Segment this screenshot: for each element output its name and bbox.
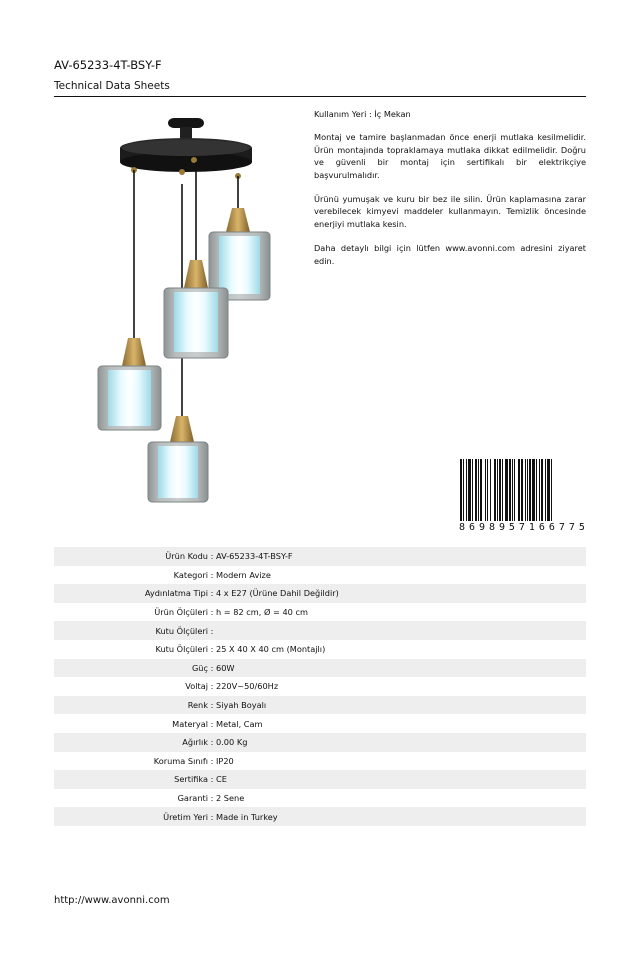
barcode-bar bbox=[466, 459, 467, 521]
barcode-bar bbox=[460, 459, 462, 521]
barcode-bar bbox=[547, 459, 550, 521]
barcode-digit: 8 bbox=[488, 522, 495, 533]
spec-row bbox=[54, 603, 586, 622]
barcode-digit: 6 bbox=[538, 522, 545, 533]
barcode-bar bbox=[551, 459, 552, 521]
spec-value: Metal, Cam bbox=[216, 718, 263, 729]
product-code-title: AV-65233-4T-BSY-F bbox=[54, 58, 162, 72]
barcode-bar bbox=[485, 459, 486, 521]
spec-separator: : bbox=[210, 662, 214, 673]
usage-location: Kullanım Yeri : İç Mekan bbox=[314, 109, 411, 119]
spec-separator: : bbox=[210, 737, 214, 748]
spec-row bbox=[54, 659, 586, 678]
barcode-bar bbox=[512, 459, 513, 521]
spec-row bbox=[54, 807, 586, 826]
spec-row bbox=[54, 789, 586, 808]
barcode-digit: 1 bbox=[528, 522, 535, 533]
spec-value: CE bbox=[216, 774, 227, 785]
barcode-bar bbox=[497, 459, 498, 521]
spec-row bbox=[54, 696, 586, 715]
spec-separator: : bbox=[210, 755, 214, 766]
barcode-bar bbox=[529, 459, 531, 521]
barcode-digit: 7 bbox=[568, 522, 575, 533]
barcode-bar bbox=[525, 459, 526, 521]
spec-label: Ürün Ölçüleri bbox=[154, 607, 208, 618]
barcode-digit: 7 bbox=[518, 522, 525, 533]
ceiling-canopy bbox=[120, 118, 252, 179]
spec-separator: : bbox=[210, 700, 214, 711]
spec-value: IP20 bbox=[216, 755, 234, 766]
spec-value: 2 Sene bbox=[216, 793, 245, 804]
cleaning-paragraph: Ürünü yumuşak ve kuru bir bez ile silin. Ürün kaplamasına zarar verebilecek kimyevi maddeler kullanmayın. Temizlik öncesinde enerjiyi mutlaka kesin. bbox=[314, 194, 586, 229]
pendant-lamp bbox=[209, 208, 270, 300]
spec-value: AV-65233-4T-BSY-F bbox=[216, 551, 293, 562]
spec-label: Koruma Sınıfı bbox=[153, 755, 208, 766]
spec-label: Kategori bbox=[173, 569, 208, 580]
barcode-bar bbox=[521, 459, 523, 521]
barcode-digits bbox=[459, 522, 585, 534]
spec-label: Kutu Ölçüleri bbox=[155, 625, 208, 636]
document-header bbox=[54, 58, 586, 93]
website-paragraph: Daha detaylı bilgi için lütfen www.avonni.com adresini ziyaret edin. bbox=[314, 243, 586, 266]
barcode-digit: 8 bbox=[459, 522, 466, 533]
barcode-bar bbox=[463, 459, 464, 521]
spec-label: Ağırlık bbox=[182, 737, 208, 748]
barcode-bar bbox=[475, 459, 477, 521]
barcode-bar bbox=[545, 459, 546, 521]
barcode-bar bbox=[509, 459, 511, 521]
spec-value: 220V~50/60Hz bbox=[216, 681, 279, 692]
spec-value: Siyah Boyalı bbox=[216, 700, 267, 711]
spec-row bbox=[54, 621, 586, 640]
barcode-bar bbox=[518, 459, 520, 521]
spec-label: Aydınlatma Tipi bbox=[144, 588, 208, 599]
spec-separator: : bbox=[210, 551, 214, 562]
spec-row bbox=[54, 566, 586, 585]
barcode-bar bbox=[480, 459, 482, 521]
footer-url[interactable]: http://www.avonni.com bbox=[54, 895, 170, 906]
barcode-bar bbox=[532, 459, 535, 521]
spec-label: Güç bbox=[191, 662, 208, 673]
spec-value: 4 x E27 (Ürüne Dahil Değildir) bbox=[216, 588, 339, 599]
spec-separator: : bbox=[210, 569, 214, 580]
barcode-digit: 5 bbox=[578, 522, 585, 533]
barcode-bar bbox=[514, 459, 515, 521]
spec-label: Üretim Yeri bbox=[163, 811, 208, 822]
spec-value: 60W bbox=[216, 662, 235, 673]
spec-label: Kutu Ölçüleri bbox=[155, 644, 208, 655]
header-divider bbox=[54, 96, 586, 97]
spec-value: 25 X 40 X 40 cm (Montajlı) bbox=[216, 644, 326, 655]
spec-label: Voltaj bbox=[185, 681, 208, 692]
barcode-digit: 6 bbox=[548, 522, 555, 533]
barcode-bar bbox=[494, 459, 496, 521]
spec-label: Garanti bbox=[177, 793, 208, 804]
barcode-bars bbox=[459, 459, 585, 521]
spec-row bbox=[54, 733, 586, 752]
spec-row bbox=[54, 770, 586, 789]
spec-value: Made in Turkey bbox=[216, 811, 278, 822]
pendant-lamp bbox=[98, 338, 161, 430]
spec-value: h = 82 cm, Ø = 40 cm bbox=[216, 607, 308, 618]
barcode-bar bbox=[487, 459, 488, 521]
spec-separator: : bbox=[210, 793, 214, 804]
spec-label: Renk bbox=[187, 700, 208, 711]
barcode-bar bbox=[539, 459, 540, 521]
spec-separator: : bbox=[210, 718, 214, 729]
spec-separator: : bbox=[210, 625, 214, 636]
spec-separator: : bbox=[210, 644, 214, 655]
product-info-text bbox=[314, 108, 586, 279]
spec-row bbox=[54, 547, 586, 566]
barcode-digit: 6 bbox=[468, 522, 476, 533]
barcode-digit: 9 bbox=[478, 522, 485, 533]
spec-row bbox=[54, 752, 586, 771]
barcode-bar bbox=[502, 459, 503, 521]
spec-value: 0.00 Kg bbox=[216, 737, 248, 748]
spec-value: Modern Avize bbox=[216, 569, 271, 580]
spec-label: Materyal bbox=[172, 718, 208, 729]
barcode-digit: 5 bbox=[508, 522, 515, 533]
barcode-bar bbox=[499, 459, 501, 521]
barcode-bar bbox=[541, 459, 543, 521]
spec-row bbox=[54, 677, 586, 696]
product-image bbox=[86, 112, 286, 512]
spec-label: Sertifika bbox=[174, 774, 208, 785]
safety-paragraph: Montaj ve tamire başlanmadan önce enerji mutlaka kesilmelidir. Ürün montajında topraklamaya mutlaka dikkat edilmelidir. Doğru ve güvenli bir montaj için sertifikalı bir elektrikçiye başvurulmalıdır. bbox=[314, 132, 586, 180]
barcode bbox=[459, 459, 585, 535]
barcode-bar bbox=[478, 459, 479, 521]
spec-separator: : bbox=[210, 774, 214, 785]
barcode-digit: 9 bbox=[498, 522, 505, 533]
barcode-bar bbox=[536, 459, 537, 521]
document-subtitle: Technical Data Sheets bbox=[54, 80, 170, 92]
spec-separator: : bbox=[210, 811, 214, 822]
spec-separator: : bbox=[210, 681, 214, 692]
spec-table bbox=[54, 547, 586, 826]
spec-row bbox=[54, 640, 586, 659]
spec-separator: : bbox=[210, 607, 214, 618]
barcode-bar bbox=[490, 459, 491, 521]
spec-separator: : bbox=[210, 588, 214, 599]
spec-row bbox=[54, 714, 586, 733]
barcode-digit: 7 bbox=[558, 522, 565, 533]
barcode-bar bbox=[527, 459, 528, 521]
barcode-bar bbox=[468, 459, 471, 521]
spec-row bbox=[54, 584, 586, 603]
spec-label: Ürün Kodu bbox=[165, 551, 208, 562]
barcode-bar bbox=[472, 459, 473, 521]
barcode-bar bbox=[505, 459, 508, 521]
